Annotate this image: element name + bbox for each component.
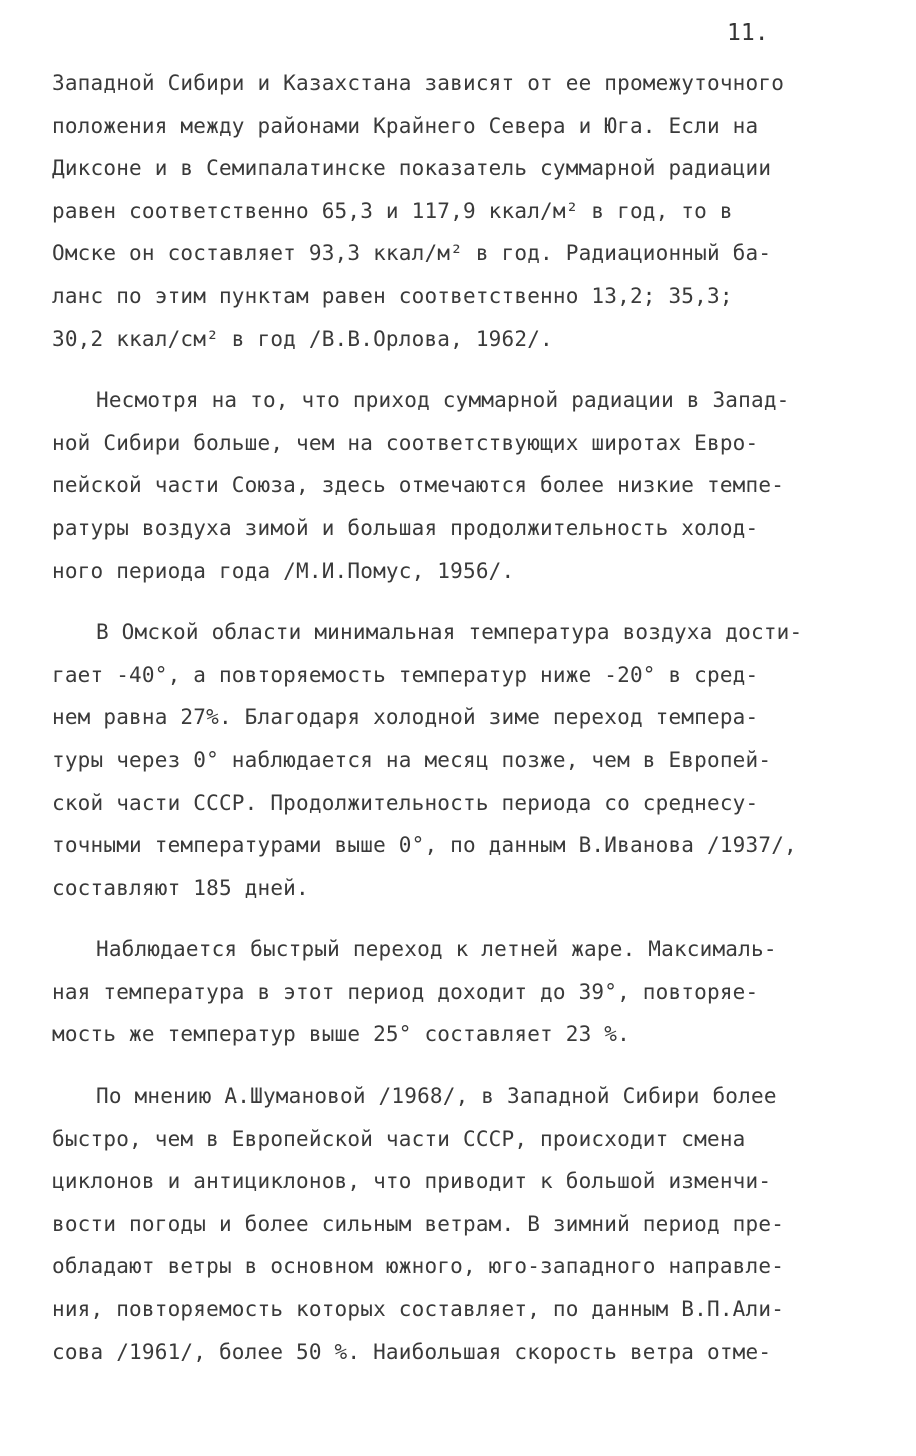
paragraph-gap [52, 360, 872, 379]
text-line: Диксоне и в Семипалатинске показатель суммарной радиации [52, 156, 772, 181]
page-number: 11. [727, 20, 769, 46]
text-line: пейской части Союза, здесь отмечаются более низкие темпе- [52, 473, 785, 498]
text-line: сова /1961/, более 50 %. Наибольшая скорость ветра отме- [52, 1339, 772, 1364]
text-line: В Омской области минимальная температура воздуха дости- [96, 620, 803, 645]
text-line: туры через 0° наблюдается на месяц позже, чем в Европей- [52, 747, 772, 772]
text-line: нем равна 27%. Благодаря холодной зиме переход темпера- [52, 705, 759, 730]
paragraph-gap [52, 909, 872, 928]
paragraph-gap [52, 592, 872, 611]
text-line: Омске он составляет 93,3 ккал/м² в год. Радиационный ба- [52, 241, 772, 266]
text-line: ланс по этим пунктам равен соответственно 13,2; 35,3; [52, 283, 733, 308]
text-line: ная температура в этот период доходит до 39°, повторяе- [52, 979, 759, 1004]
text-line: Несмотря на то, что приход суммарной радиации в Запад- [96, 388, 790, 413]
text-line: По мнению А.Шумановой /1968/, в Западной Сибири более [96, 1084, 777, 1109]
text-line: быстро, чем в Европейской части СССР, происходит смена [52, 1126, 746, 1151]
text-line: положения между районами Крайнего Севера и Юга. Если на [52, 113, 759, 138]
text-line: вости погоды и более сильным ветрам. В зимний период пре- [52, 1211, 785, 1236]
text-line: Западной Сибири и Казахстана зависят от ее промежуточного [52, 71, 785, 95]
text-line: ния, повторяемость которых составляет, по данным В.П.Али- [52, 1297, 785, 1322]
text-line: точными температурами выше 0°, по данным В.Иванова /1937/, [52, 833, 797, 858]
text-line: Наблюдается быстрый переход к летней жаре. Максималь- [96, 937, 777, 962]
paragraph [52, 611, 872, 909]
text-line: составляют 185 дней. [52, 875, 309, 900]
text-line: циклонов и антициклонов, что приводит к большой изменчи- [52, 1169, 772, 1194]
text-line: гает -40°, а повторяемость температур ниже -20° в сред- [52, 662, 759, 687]
paragraph [52, 928, 872, 1056]
text-line: ного периода года /М.И.Помус, 1956/. [52, 558, 515, 583]
paragraph [52, 62, 872, 360]
paragraph [52, 1075, 872, 1373]
text-line: ной Сибири больше, чем на соответствующих широтах Евро- [52, 430, 759, 455]
text-line: ратуры воздуха зимой и большая продолжительность холод- [52, 515, 759, 540]
body-text [52, 62, 872, 1373]
paragraph-gap [52, 1056, 872, 1075]
text-line: 30,2 ккал/см² в год /В.В.Орлова, 1962/. [52, 326, 553, 351]
text-line: ской части СССР. Продолжительность периода со среднесу- [52, 790, 759, 815]
text-line: равен соответственно 65,3 и 117,9 ккал/м² в год, то в [52, 198, 733, 223]
text-line: мость же температур выше 25° составляет 23 %. [52, 1022, 630, 1047]
paragraph [52, 379, 872, 592]
text-line: обладают ветры в основном южного, юго-западного направле- [52, 1254, 785, 1279]
